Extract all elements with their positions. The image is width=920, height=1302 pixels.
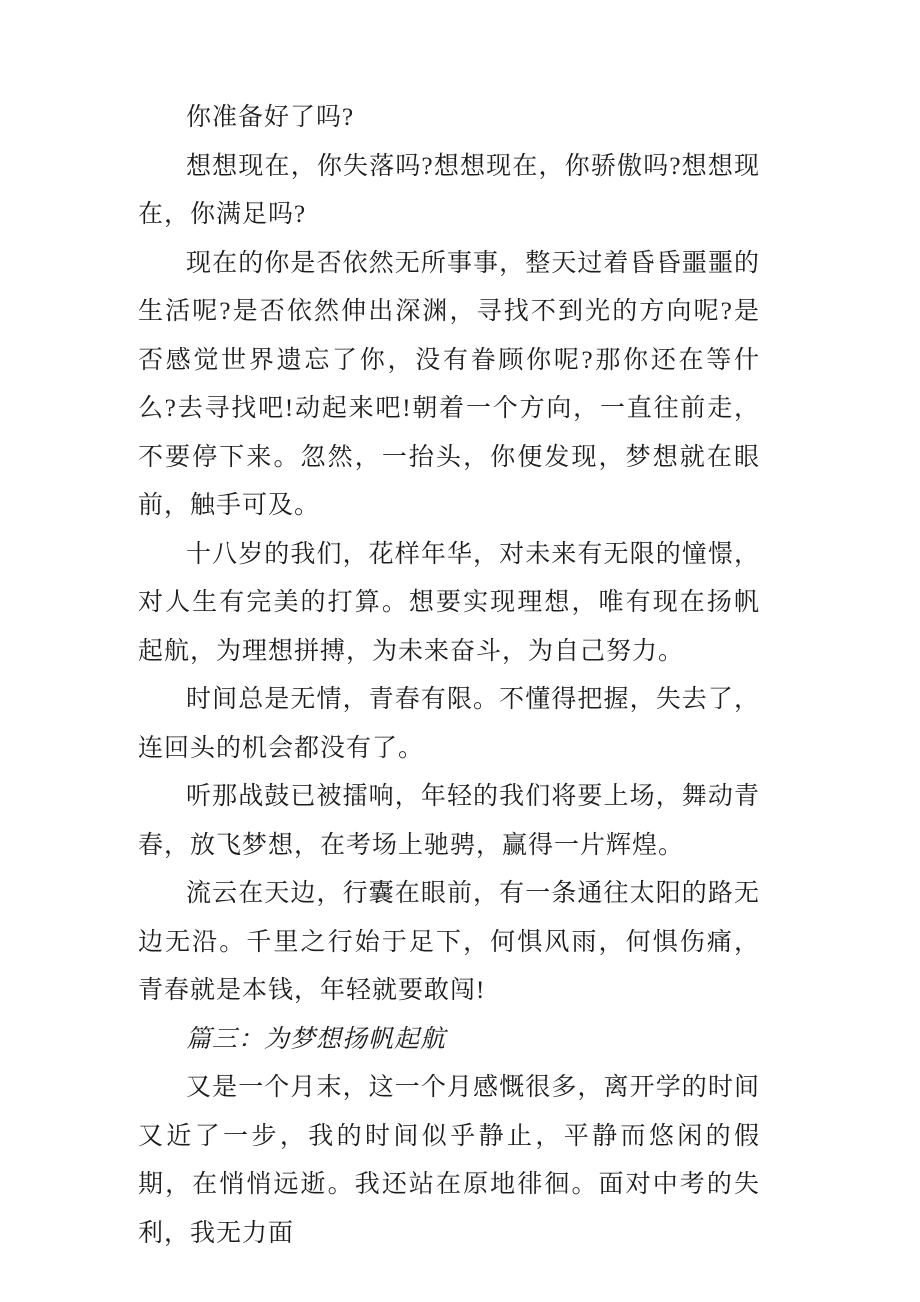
paragraph: 流云在天边，行囊在眼前，有一条通往太阳的路无边无沿。千里之行始于足下，何惧风雨，何惧伤痛，青春就是本钱，年轻就要敢闯! xyxy=(138,880,760,1004)
paragraph: 十八岁的我们，花样年华，对未来有无限的憧憬，对人生有完美的打算。想要实现理想，唯有现在扬帆起航，为理想拼搏，为未来奋斗，为自己努力。 xyxy=(138,540,760,665)
paragraph: 又是一个月末，这一个月感慨很多，离开学的时间又近了一步，我的时间似乎静止，平静而悠闲的假期，在悄悄远逝。我还站在原地徘徊。面对中考的失利，我无力面 xyxy=(138,1074,760,1247)
section-heading: 篇三：为梦想扬帆起航 xyxy=(186,1025,447,1053)
paragraph: 听那战鼓已被擂响，年轻的我们将要上场，舞动青春，放飞梦想，在考场上驰骋，赢得一片辉煌。 xyxy=(138,783,760,859)
document-body xyxy=(138,94,760,1258)
paragraph: 想想现在，你失落吗?想想现在，你骄傲吗?想想现在，你满足吗? xyxy=(138,152,760,228)
paragraph: 你准备好了吗? xyxy=(186,104,355,131)
paragraph: 时间总是无情，青春有限。不懂得把握，失去了，连回头的机会都没有了。 xyxy=(138,686,760,762)
paragraph: 现在的你是否依然无所事事，整天过着昏昏噩噩的生活呢?是否依然伸出深渊，寻找不到光的方向呢?是否感觉世界遗忘了你，没有眷顾你呢?那你还在等什么?去寻找吧!动起来吧!朝着一个方向，一直往前走，不要停下来。忽然，一抬头，你便发现，梦想就在眼前，触手可及。 xyxy=(138,249,760,519)
